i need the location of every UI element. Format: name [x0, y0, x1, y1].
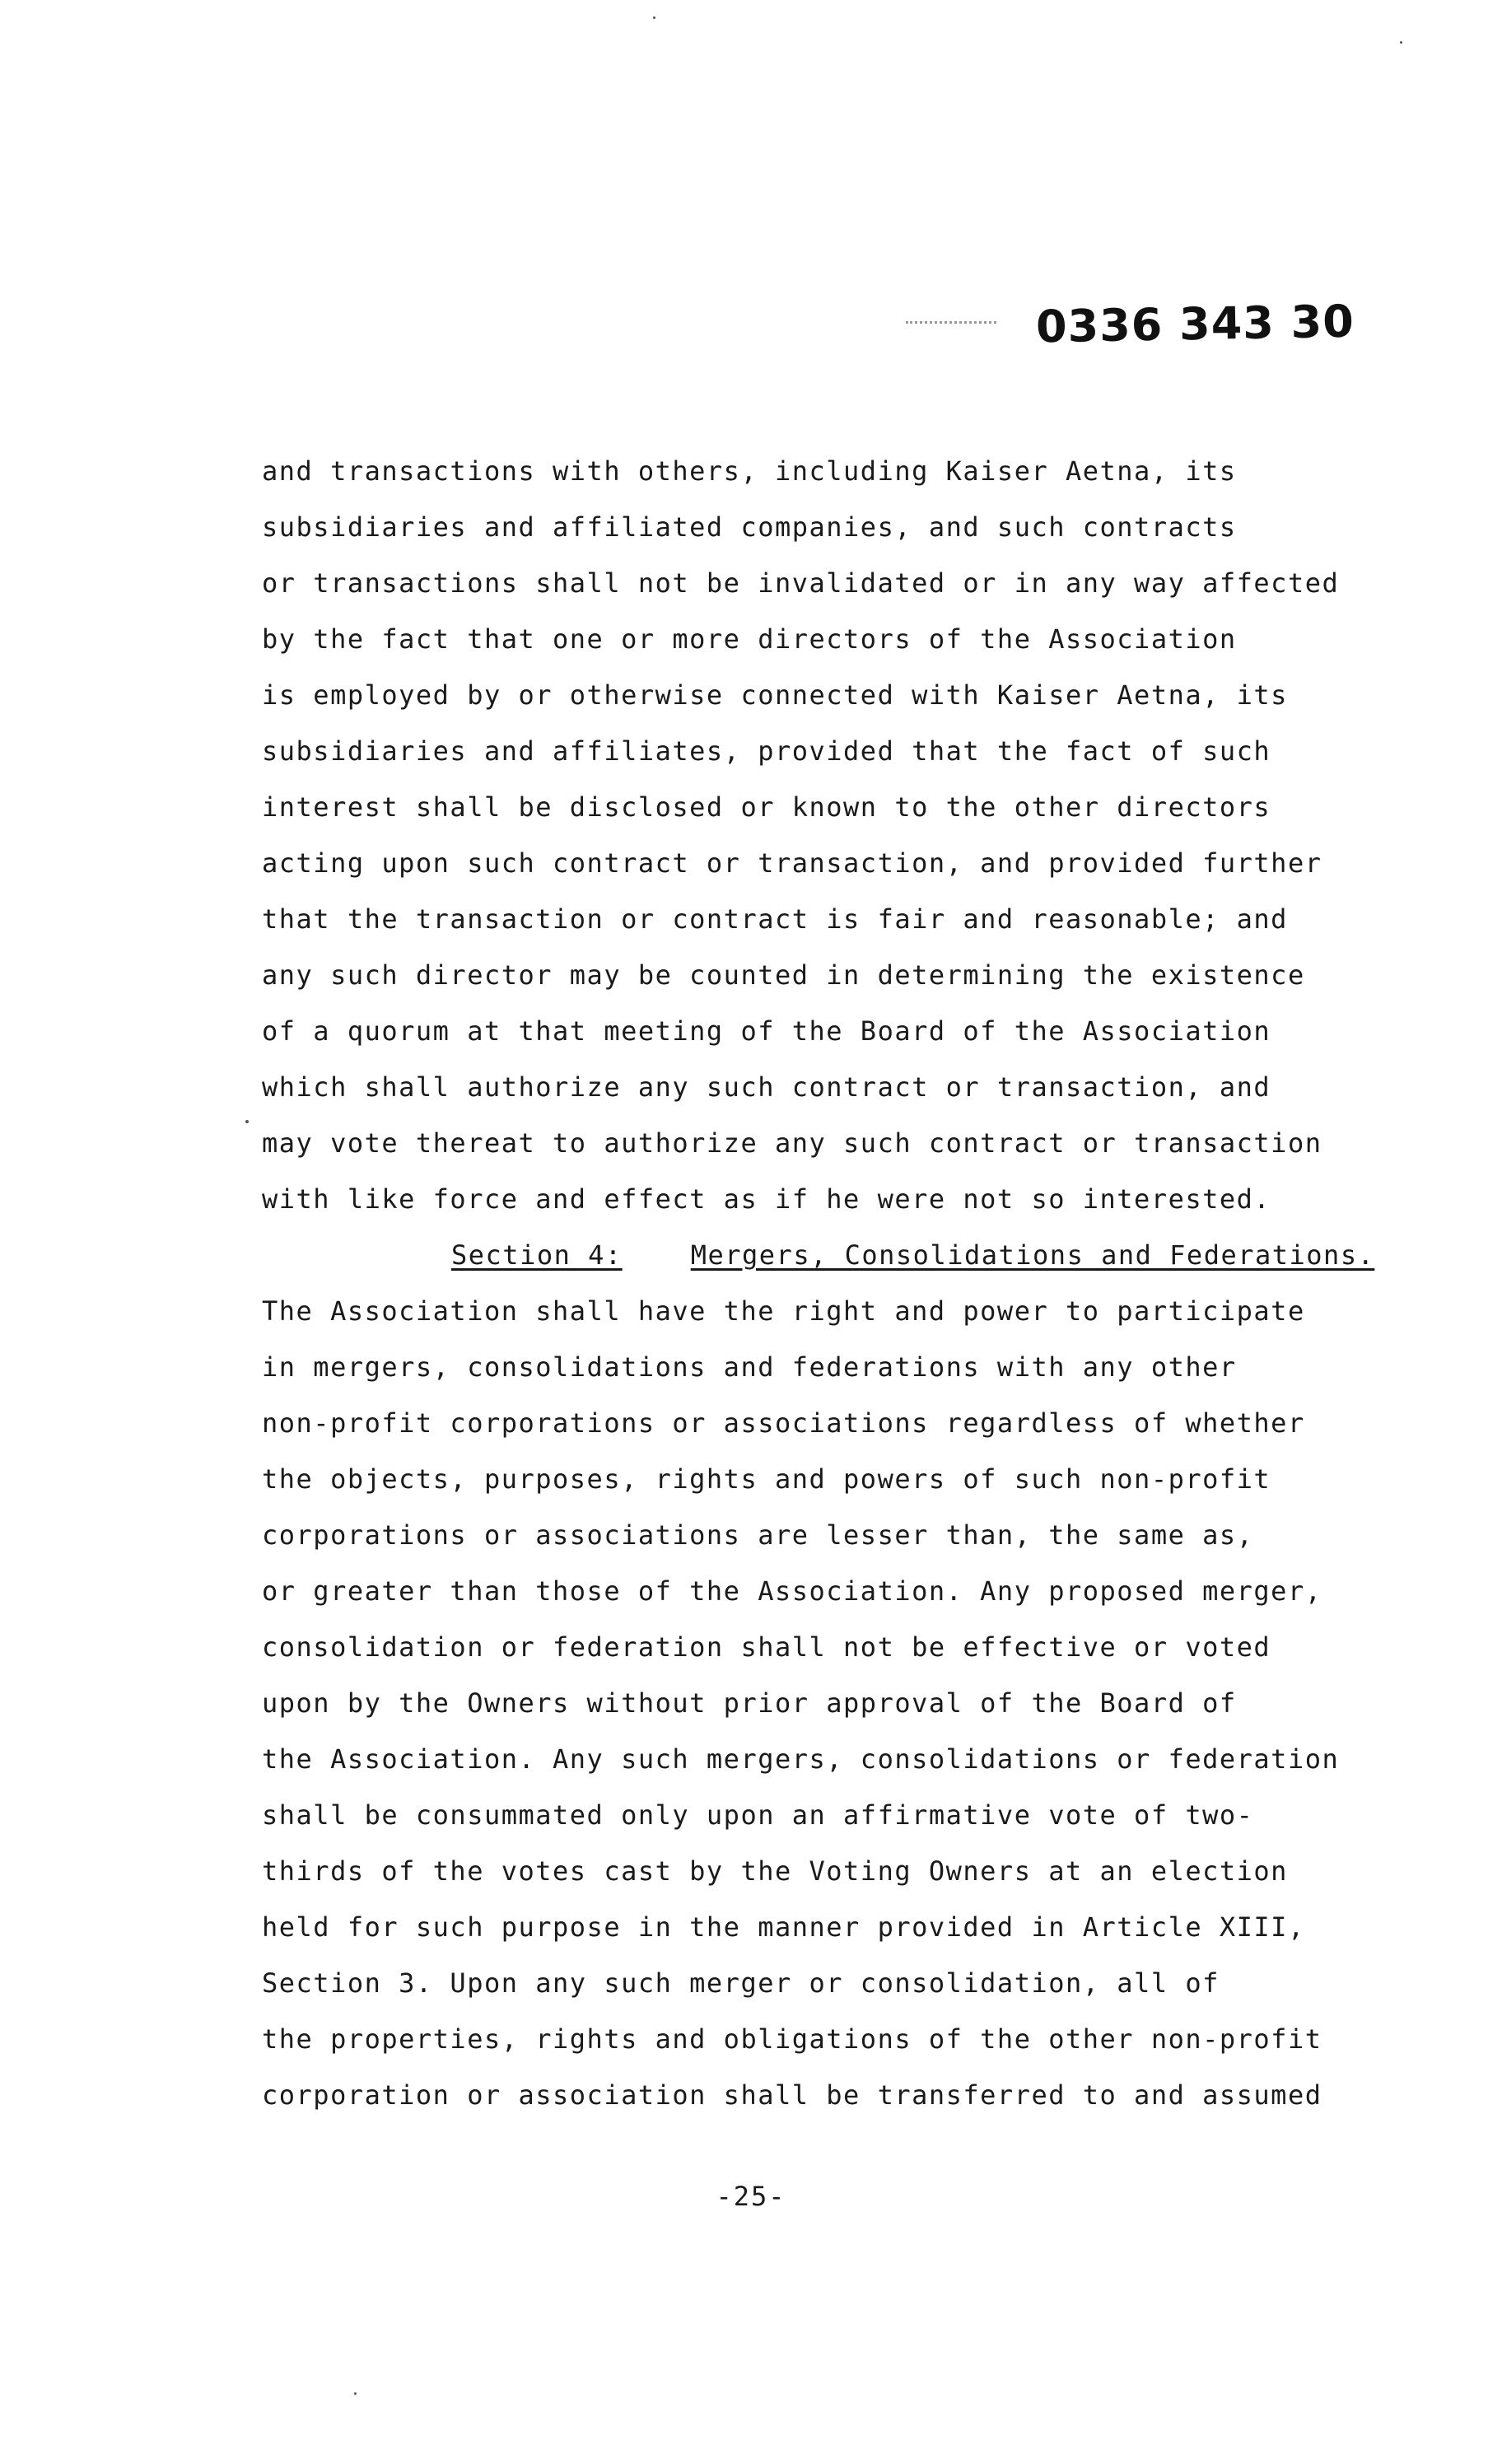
- section-gap: [639, 1239, 674, 1271]
- scan-speck: [354, 2392, 357, 2395]
- text-line: upon by the Owners without prior approval of the Board of: [262, 1687, 1237, 1719]
- section-number: Section 4:: [451, 1239, 623, 1271]
- text-line: may vote thereat to authorize any such contract or transaction: [262, 1127, 1322, 1159]
- text-line: Section 3. Upon any such merger or consolidation, all of: [262, 1967, 1220, 1999]
- text-line: the Association. Any such mergers, consolidations or federation: [262, 1743, 1340, 1775]
- scan-speck: [1400, 41, 1402, 44]
- text-line: by the fact that one or more directors of the Association: [262, 623, 1237, 655]
- section-title: Mergers, Consolidations and Federations.: [690, 1239, 1375, 1271]
- text-line: is employed by or otherwise connected with Kaiser Aetna, its: [262, 679, 1288, 711]
- scan-speck: [245, 1120, 249, 1123]
- document-stamp: 0336 343 30: [1035, 295, 1355, 353]
- text-line: which shall authorize any such contract or transaction, and: [262, 1071, 1271, 1103]
- section-heading: [451, 1239, 1374, 1272]
- text-line: acting upon such contract or transaction, and provided further: [262, 847, 1322, 879]
- text-line: in mergers, consolidations and federations with any other: [262, 1351, 1237, 1383]
- text-line: non-profit corporations or associations regardless of whether: [262, 1407, 1305, 1439]
- text-line: shall be consummated only upon an affirmative vote of two-: [262, 1799, 1254, 1831]
- text-line: The Association shall have the right and power to participate: [262, 1295, 1305, 1327]
- text-line: and transactions with others, including Kaiser Aetna, its: [262, 455, 1237, 487]
- text-line: with like force and effect as if he were not so interested.: [262, 1183, 1271, 1215]
- text-line: interest shall be disclosed or known to the other directors: [262, 791, 1271, 823]
- text-line: held for such purpose in the manner provided in Article XIII,: [262, 1911, 1305, 1943]
- text-line: thirds of the votes cast by the Voting Owners at an election: [262, 1855, 1288, 1887]
- text-line: corporations or associations are lesser than, the same as,: [262, 1519, 1254, 1551]
- page-number: -25-: [716, 2181, 786, 2212]
- text-line: or transactions shall not be invalidated or in any way affected: [262, 567, 1340, 599]
- text-line: subsidiaries and affiliated companies, and such contracts: [262, 511, 1237, 543]
- text-line: corporation or association shall be transferred to and assumed: [262, 2079, 1322, 2111]
- text-line: subsidiaries and affiliates, provided that the fact of such: [262, 735, 1271, 767]
- stamp-dots: [906, 321, 996, 324]
- text-line: that the transaction or contract is fair and reasonable; and: [262, 903, 1288, 935]
- text-line: consolidation or federation shall not be effective or voted: [262, 1631, 1271, 1663]
- text-line: the properties, rights and obligations of the other non-profit: [262, 2023, 1322, 2055]
- scan-speck: [653, 16, 655, 19]
- text-line: or greater than those of the Association. Any proposed merger,: [262, 1575, 1322, 1607]
- text-line: the objects, purposes, rights and powers of such non-profit: [262, 1463, 1271, 1495]
- text-line: of a quorum at that meeting of the Board of the Association: [262, 1015, 1271, 1047]
- text-line: any such director may be counted in determining the existence: [262, 959, 1305, 991]
